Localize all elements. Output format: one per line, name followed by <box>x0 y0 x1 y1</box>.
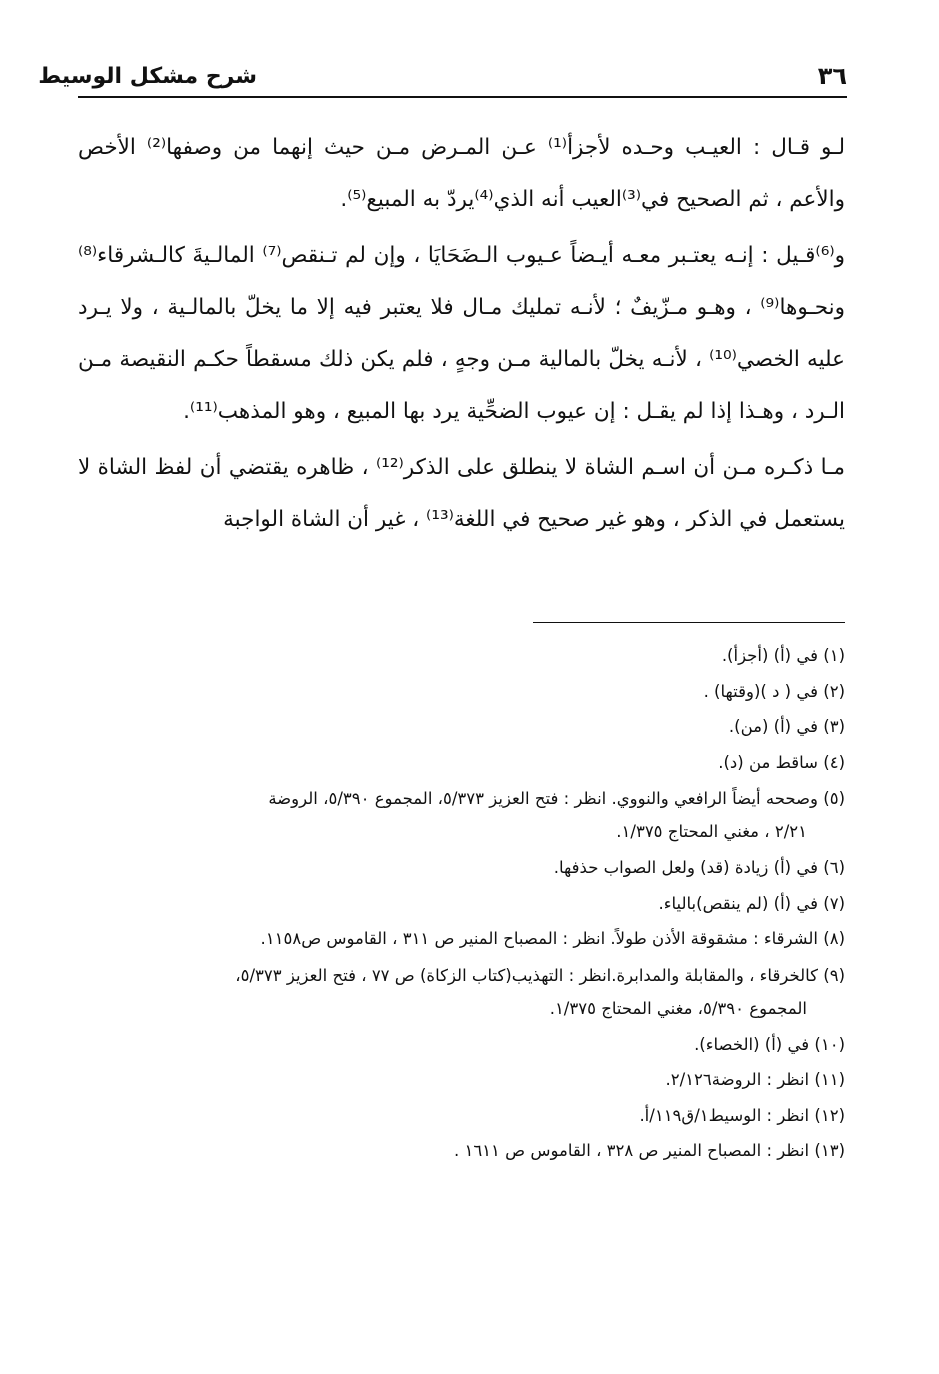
footnote-number: (٣) <box>823 717 845 736</box>
paragraph: و⁽⁶⁾قـيل : إنـه يعتـبر معـه أيـضاً عـيوب الـضَحَايَا ، وإن لم تـنقص⁽⁷⁾ المالـيةَ كالـشرقاء⁽⁸⁾ ونحـوها⁽⁹⁾ ، وهـو مـزّيفٌ ؛ لأنـه تمليك مـال فلا يعتبر فيه إلا ما يخلّ بالمالـية ، ولا يـرد عليه الخصي⁽¹⁰⁾ ، لأنـه يخلّ بالمالية مـن وجهٍ ، فلم يكن ذلك مسقطاً حكـم النقيصة مـن الـرد ، وهـذا إذا لم يقـل : إن عيوب الضحِّية يرد بها المبيع ، وهو المذهب⁽¹¹⁾. <box>78 243 845 424</box>
footnote-text: الشرقاء : مشقوقة الأذن طولاً. انظر : المصباح المنير ص ٣١١ ، القاموس ص١١٥٨. <box>260 929 818 948</box>
footnote <box>78 638 845 674</box>
footnote <box>78 921 845 957</box>
footnote-number: (٩) <box>823 965 845 985</box>
footnote <box>78 745 845 781</box>
footnote-text: في (أ) (لم ينقص)بالياء. <box>658 893 818 913</box>
footnote-text: انظر : الوسيط١/ق١١٩/أ. <box>639 1105 810 1125</box>
footnote-number: (٧) <box>823 893 845 913</box>
footnote <box>78 1062 845 1098</box>
running-title: شرح مشكل الوسيط <box>38 64 257 89</box>
footnote-continuation: ٢/٢١ ، مغني المحتاج ١/٣٧٥. <box>616 822 807 841</box>
header-rule <box>78 96 847 98</box>
footnote-number: (٢) <box>823 681 845 701</box>
footnote-text: في ( د )(وقتها) . <box>703 681 818 701</box>
footnote-text: في (أ) (الخصاء). <box>694 1034 810 1054</box>
footnote <box>78 1098 845 1134</box>
paragraph: مـا ذكـره مـن أن اسـم الشاة لا ينطلق على الذكر⁽¹²⁾ ، ظاهره يقتضي أن لفظ الشاة لا يستعمل في الذكر ، وهو غير صحيح في اللغة⁽¹³⁾ ، غير أن الشاة الواجبة <box>78 455 845 532</box>
footnote <box>78 1133 845 1169</box>
footnote-number: (٦) <box>823 858 845 877</box>
page-header <box>38 62 847 98</box>
footnote <box>78 886 845 922</box>
footnote <box>78 782 845 848</box>
footnote-number: (١٢) <box>814 1105 845 1125</box>
footnote-text: في (أ) (أجزأ). <box>721 646 818 665</box>
footnote-divider <box>533 622 845 623</box>
page-number: ٣٦ <box>817 62 847 90</box>
footnote-continuation: المجموع ٥/٣٩٠، مغني المحتاج ١/٣٧٥. <box>549 998 807 1018</box>
footnote-number: (٨) <box>823 929 845 948</box>
footnote-text: كالخرقاء ، والمقابلة والمدابرة.انظر : التهذيب(كتاب الزكاة) ص ٧٧ ، فتح العزيز ٥/٣٧٣، <box>235 965 818 985</box>
footnote-number: (١٣) <box>814 1141 845 1160</box>
footnote-text: في (أ) زيادة (قد) ولعل الصواب حذفها. <box>553 858 818 877</box>
footnote-text: في (أ) (من). <box>728 717 818 736</box>
footnote-number: (٤) <box>823 752 845 772</box>
footnote <box>78 674 845 710</box>
footnote-number: (١١) <box>814 1070 845 1089</box>
footnote-number: (١) <box>823 646 845 665</box>
footnote <box>78 850 845 886</box>
footnote <box>78 1027 845 1063</box>
footnotes <box>78 638 845 1169</box>
footnote-text: انظر : المصباح المنير ص ٣٢٨ ، القاموس ص ١٦١١ . <box>453 1141 810 1160</box>
footnote-text: وصححه أيضاً الرافعي والنووي. انظر : فتح العزيز ٥/٣٧٣، المجموع ٥/٣٩٠، الروضة <box>268 789 818 808</box>
footnote-number: (٥) <box>823 789 845 808</box>
footnote <box>78 959 845 1025</box>
footnote-text: ساقط من (د). <box>718 752 818 772</box>
footnote <box>78 709 845 745</box>
footnote-number: (١٠) <box>814 1034 845 1054</box>
footnote-text: انظر : الروضة٢/١٢٦. <box>665 1070 810 1089</box>
main-text <box>78 122 845 546</box>
paragraph: لـو قـال : العيـب وحـده لأجزأ⁽¹⁾ عـن المـرض مـن حيث إنهما من وصفها⁽²⁾ الأخص والأعم ، ثم الصحيح في⁽³⁾العيب أنه الذي⁽⁴⁾يردّ به المبيع⁽⁵⁾. <box>78 135 846 212</box>
